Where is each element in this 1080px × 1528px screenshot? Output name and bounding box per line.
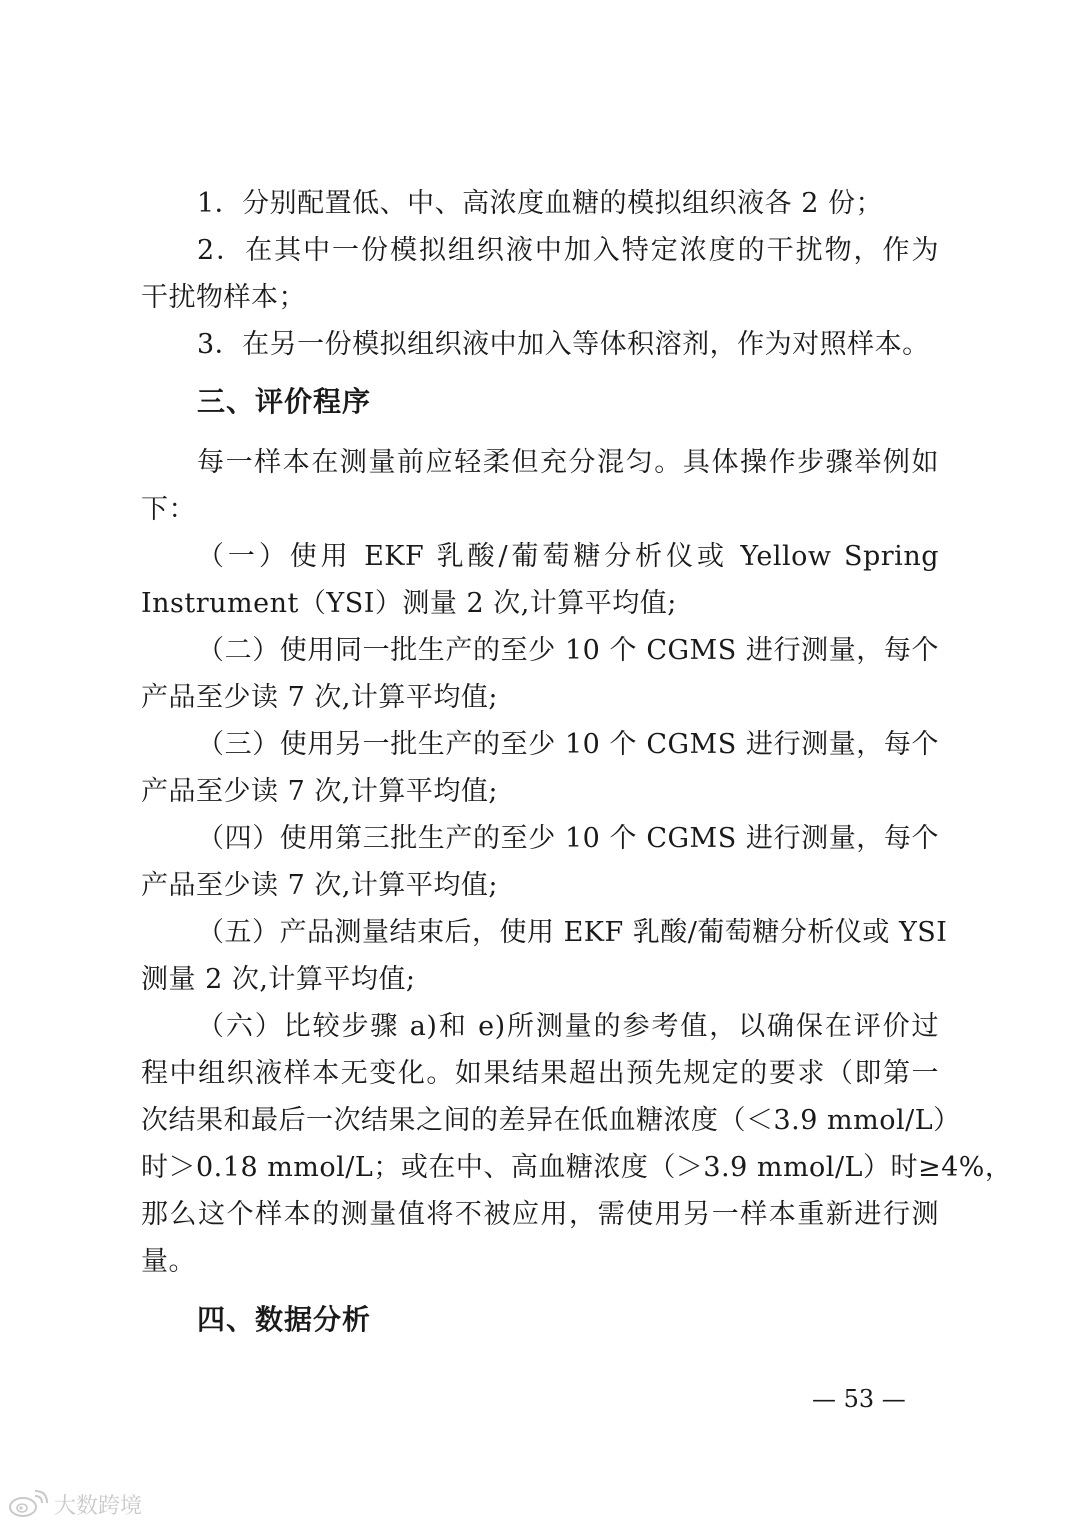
paragraph-step-1: 1．分别配置低、中、高浓度血糖的模拟组织液各 2 份； xyxy=(197,188,884,219)
paragraph-step-2-line-2: 干扰物样本； xyxy=(141,282,306,313)
step-one-line-1: （一）使用 EKF 乳酸/葡萄糖分析仪或 Yellow Spring xyxy=(197,541,939,572)
step-six-line-4: 时＞0.18 mmol/L；或在中、高血糖浓度（＞3.9 mmol/L）时≥4%， xyxy=(141,1152,1013,1183)
step-two-line-2: 产品至少读 7 次,计算平均值; xyxy=(141,682,499,713)
paragraph-step-2-line-1: 2．在其中一份模拟组织液中加入特定浓度的干扰物，作为 xyxy=(197,235,939,266)
watermark-text: 大数跨境 xyxy=(54,1493,143,1519)
step-one-line-2: Instrument（YSI）测量 2 次,计算平均值; xyxy=(141,588,677,619)
step-six-line-1: （六）比较步骤 a)和 e)所测量的参考值，以确保在评价过 xyxy=(197,1011,939,1042)
section-heading-evaluation-procedure: 三、评价程序 xyxy=(197,385,372,418)
step-five-line-1: （五）产品测量结束后，使用 EKF 乳酸/葡萄糖分析仪或 YSI xyxy=(197,917,948,948)
paragraph-intro-line-2: 下： xyxy=(141,494,196,525)
step-six-line-5: 那么这个样本的测量值将不被应用，需使用另一样本重新进行测 xyxy=(141,1199,939,1230)
step-six-line-3: 次结果和最后一次结果之间的差异在低血糖浓度（＜3.9 mmol/L） xyxy=(141,1105,961,1136)
weibo-logo-icon xyxy=(8,1490,48,1518)
step-six-line-2: 程中组织液样本无变化。如果结果超出预先规定的要求（即第一 xyxy=(141,1058,939,1089)
paragraph-step-3: 3．在另一份模拟组织液中加入等体积溶剂，作为对照样本。 xyxy=(197,329,930,360)
step-two-line-1: （二）使用同一批生产的至少 10 个 CGMS 进行测量，每个 xyxy=(197,635,939,666)
step-four-line-2: 产品至少读 7 次,计算平均值; xyxy=(141,870,499,901)
step-three-line-2: 产品至少读 7 次,计算平均值; xyxy=(141,776,499,807)
page-number: — 53 — xyxy=(812,1385,906,1413)
paragraph-intro-line-1: 每一样本在测量前应轻柔但充分混匀。具体操作步骤举例如 xyxy=(197,447,939,478)
watermark xyxy=(8,1488,142,1520)
step-five-line-2: 测量 2 次,计算平均值; xyxy=(141,964,416,995)
step-six-line-6: 量。 xyxy=(141,1246,196,1277)
step-three-line-1: （三）使用另一批生产的至少 10 个 CGMS 进行测量，每个 xyxy=(197,729,939,760)
section-heading-data-analysis: 四、数据分析 xyxy=(197,1303,372,1336)
step-four-line-1: （四）使用第三批生产的至少 10 个 CGMS 进行测量，每个 xyxy=(197,823,939,854)
